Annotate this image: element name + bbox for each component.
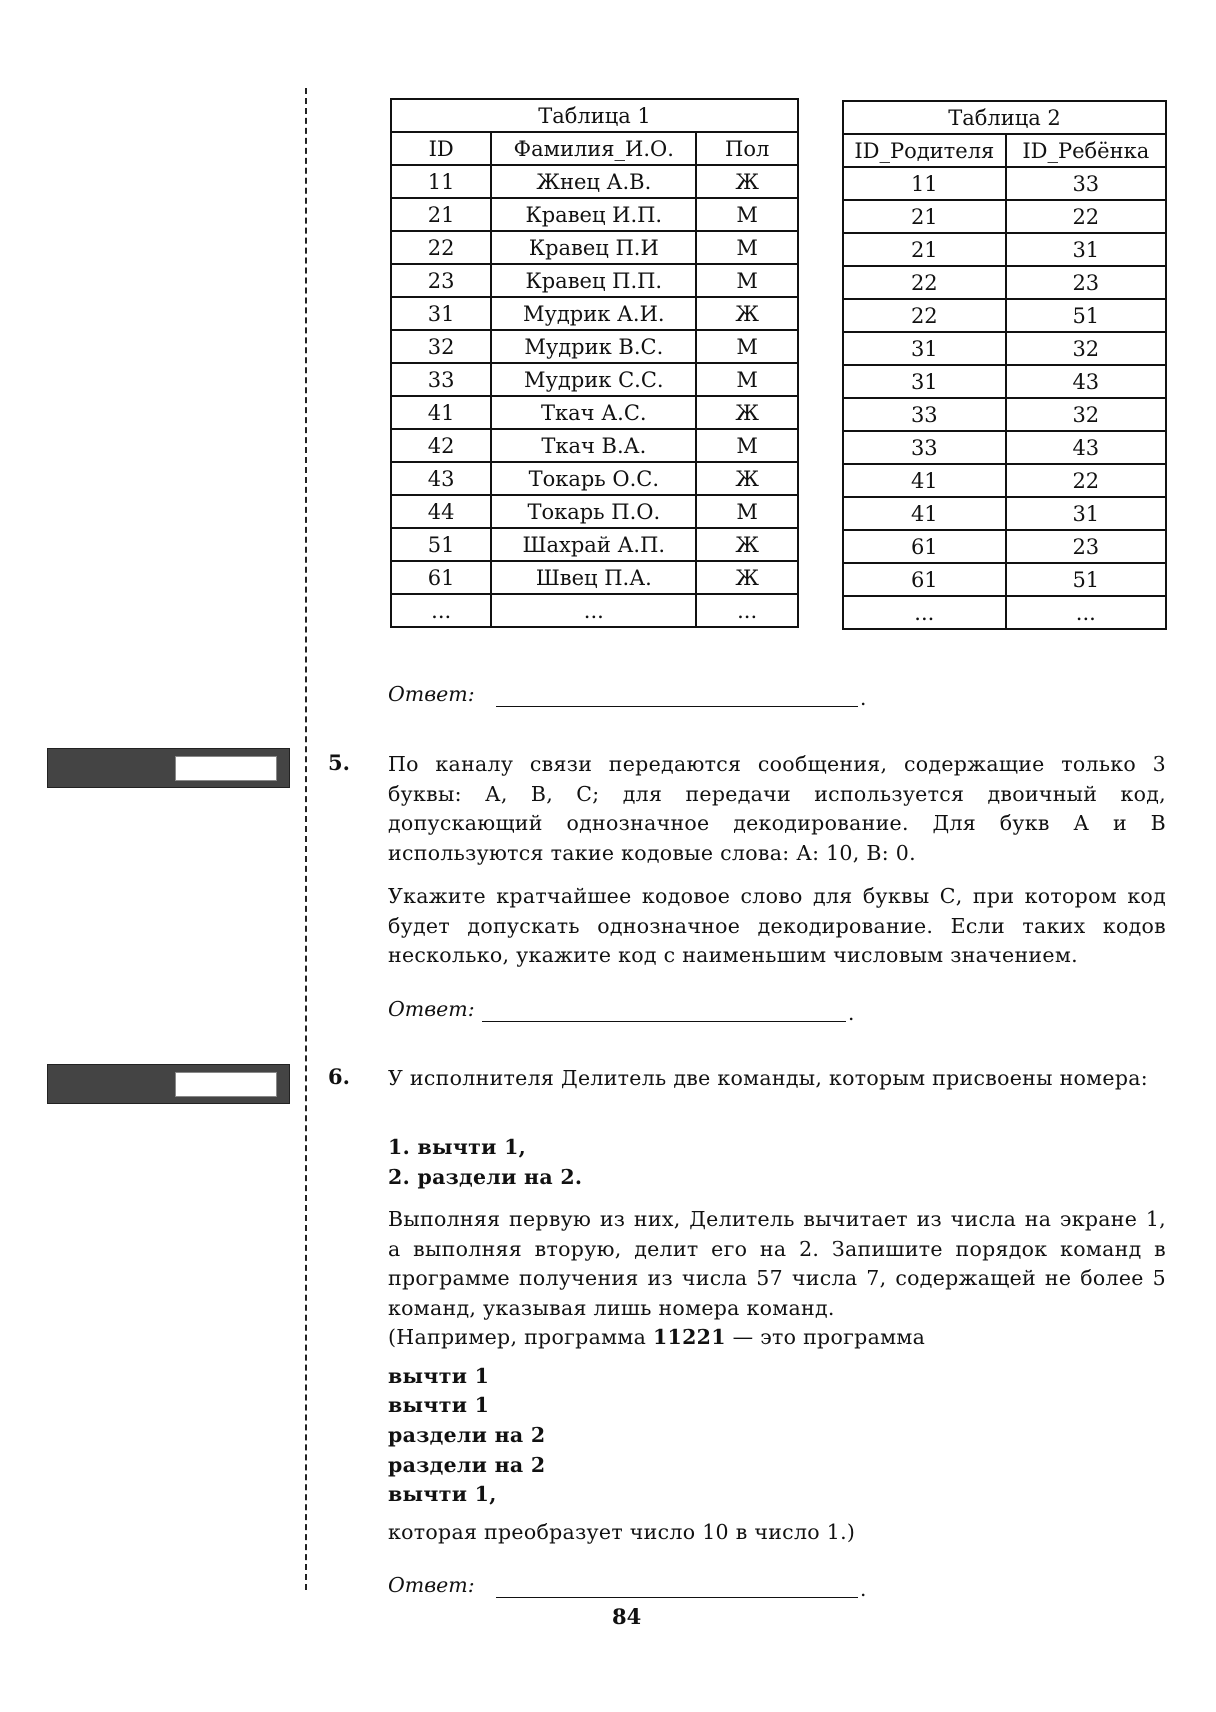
program-line-1: вычти 1 [388, 1364, 490, 1388]
program-line-2: вычти 1 [388, 1393, 490, 1417]
table-row [843, 299, 1166, 332]
example-outro: которая преобразует число 10 в число 1.) [388, 1520, 856, 1544]
table-cell: Швец П.А. [491, 561, 696, 594]
question-5-para-2: Укажите кратчайшее кодовое слово для буквы С, при котором код будет допускать однозначное декодирование. Если таких кодов несколько, укажите код с наименьшим числовым значением. [388, 884, 1166, 967]
table-row [391, 561, 798, 594]
question-6-intro: У исполнителя Делитель две команды, которым присвоены номера: [388, 1066, 1149, 1090]
table-cell: 41 [843, 464, 1006, 497]
table-cell: 32 [391, 330, 491, 363]
header-row [391, 132, 798, 165]
page-number: 84 [612, 1604, 642, 1629]
table-cell: 43 [391, 462, 491, 495]
header-row [843, 134, 1166, 167]
table-1 [390, 98, 799, 628]
table-cell: М [696, 231, 798, 264]
answer-dot: . [860, 1577, 867, 1601]
table-cell: 21 [843, 233, 1006, 266]
table-row [391, 330, 798, 363]
answer-line-5[interactable] [482, 1021, 846, 1022]
cut-line [305, 88, 307, 1590]
table-row [391, 396, 798, 429]
table-cell: 41 [391, 396, 491, 429]
table-row [391, 264, 798, 297]
table-cell: 51 [1006, 563, 1166, 596]
table-cell: М [696, 363, 798, 396]
table-cell: 31 [1006, 233, 1166, 266]
answer-dot: . [860, 686, 867, 710]
table-cell: М [696, 429, 798, 462]
table-cell: 23 [1006, 530, 1166, 563]
table-cell: 44 [391, 495, 491, 528]
table-cell: 33 [391, 363, 491, 396]
column-header: ID_Родителя [843, 134, 1006, 167]
table-row [843, 332, 1166, 365]
table-cell: Ж [696, 528, 798, 561]
column-header: Фамилия_И.О. [491, 132, 696, 165]
table-cell: 61 [843, 563, 1006, 596]
table-cell: 11 [843, 167, 1006, 200]
table-row [391, 165, 798, 198]
table-cell: 51 [1006, 299, 1166, 332]
table-cell: 43 [1006, 431, 1166, 464]
table-cell: М [696, 198, 798, 231]
table-cell: 32 [1006, 398, 1166, 431]
table-cell: 33 [843, 398, 1006, 431]
table-row [391, 495, 798, 528]
table-row [391, 594, 798, 627]
table-cell: Мудрик В.С. [491, 330, 696, 363]
table-cell: 22 [843, 266, 1006, 299]
table-cell: 22 [391, 231, 491, 264]
table-cell: 42 [391, 429, 491, 462]
table-row [843, 365, 1166, 398]
table-cell: 23 [1006, 266, 1166, 299]
table-cell: Ж [696, 462, 798, 495]
table-cell: ... [843, 596, 1006, 629]
table-cell: 32 [1006, 332, 1166, 365]
table1-caption: Таблица 1 [391, 99, 798, 132]
program-line-3: раздели на 2 [388, 1423, 546, 1447]
table-cell: 21 [391, 198, 491, 231]
table-cell: 51 [391, 528, 491, 561]
table-cell: ... [1006, 596, 1166, 629]
command-1: 1. вычти 1, [388, 1135, 527, 1159]
example-intro [388, 1323, 1166, 1353]
table-row [843, 266, 1166, 299]
table-cell: Жнец А.В. [491, 165, 696, 198]
answer-label: Ответ: [388, 1573, 475, 1597]
table-cell: Ж [696, 165, 798, 198]
table-cell: М [696, 330, 798, 363]
table-cell: Мудрик А.И. [491, 297, 696, 330]
table-cell: Кравец И.П. [491, 198, 696, 231]
table-cell: 22 [1006, 464, 1166, 497]
table-cell: 31 [391, 297, 491, 330]
table-row [843, 200, 1166, 233]
answer-line-6[interactable] [496, 1597, 858, 1598]
answer-dot: . [848, 1001, 855, 1025]
table-row [391, 198, 798, 231]
table-cell: Ж [696, 297, 798, 330]
table-row [843, 398, 1166, 431]
table-cell: 22 [1006, 200, 1166, 233]
table2-caption: Таблица 2 [843, 101, 1166, 134]
table-row [843, 497, 1166, 530]
table-cell: 21 [843, 200, 1006, 233]
table-cell: 41 [843, 497, 1006, 530]
table-cell: Ткач А.С. [491, 396, 696, 429]
example-pre: (Например, программа [388, 1325, 653, 1349]
program-line-4: раздели на 2 [388, 1453, 546, 1477]
table-cell: 33 [1006, 167, 1166, 200]
table-row [843, 167, 1166, 200]
question-6-para: Выполняя первую из них, Делитель вычитает из числа на экране 1, а выполняя вторую, делит его на 2. Запишите порядок команд в программе получения из числа 57 числа 7, содержащей не более 5 команд, указывая лишь номера команд. [388, 1207, 1166, 1320]
table-cell: 31 [1006, 497, 1166, 530]
table-row [843, 233, 1166, 266]
table-row [391, 462, 798, 495]
table-cell: 23 [391, 264, 491, 297]
score-box[interactable] [175, 756, 277, 781]
table-cell: Токарь О.С. [491, 462, 696, 495]
table-row [843, 431, 1166, 464]
table-cell: 61 [843, 530, 1006, 563]
table-cell: М [696, 495, 798, 528]
table-cell: Мудрик С.С. [491, 363, 696, 396]
table-cell: 31 [843, 332, 1006, 365]
question-5-marker-bar [47, 748, 290, 788]
answer-label: Ответ: [388, 682, 475, 706]
table-cell: Кравец П.П. [491, 264, 696, 297]
table-cell: Токарь П.О. [491, 495, 696, 528]
table-2 [842, 100, 1167, 630]
table-row [391, 429, 798, 462]
table-cell: 43 [1006, 365, 1166, 398]
table-cell: Кравец П.И [491, 231, 696, 264]
table-cell: ... [491, 594, 696, 627]
answer-line-4[interactable] [496, 706, 858, 707]
answer-label: Ответ: [388, 997, 475, 1021]
example-code: 11221 [652, 1325, 726, 1349]
table-row [843, 596, 1166, 629]
column-header: ID [391, 132, 491, 165]
question-6-marker-bar [47, 1064, 290, 1104]
table-cell: Ж [696, 561, 798, 594]
table-cell: М [696, 264, 798, 297]
table-cell: 61 [391, 561, 491, 594]
column-header: ID_Ребёнка [1006, 134, 1166, 167]
table-cell: 22 [843, 299, 1006, 332]
table-row [391, 363, 798, 396]
program-line-5: вычти 1, [388, 1482, 497, 1506]
column-header: Пол [696, 132, 798, 165]
score-box[interactable] [175, 1072, 277, 1097]
table-row [391, 528, 798, 561]
command-2: 2. раздели на 2. [388, 1165, 583, 1189]
table-cell: Шахрай А.П. [491, 528, 696, 561]
question-5-para-1: По каналу связи передаются сообщения, содержащие только 3 буквы: А, В, С; для передачи используется двоичный код, допускающий однозначное декодирование. Для букв А и В используются такие кодовые слова: А: 10, В: 0. [388, 752, 1166, 865]
table-row [391, 297, 798, 330]
table-cell: 33 [843, 431, 1006, 464]
table-cell: Ж [696, 396, 798, 429]
table-row [843, 563, 1166, 596]
table-cell: ... [696, 594, 798, 627]
table-cell: 11 [391, 165, 491, 198]
question-5-number: 5. [328, 750, 350, 775]
table-cell: ... [391, 594, 491, 627]
table-row [843, 530, 1166, 563]
table-row [843, 464, 1166, 497]
table-cell: Ткач В.А. [491, 429, 696, 462]
table-cell: 31 [843, 365, 1006, 398]
question-6-number: 6. [328, 1064, 350, 1089]
table-row [391, 231, 798, 264]
example-post: — это программа [725, 1325, 926, 1349]
